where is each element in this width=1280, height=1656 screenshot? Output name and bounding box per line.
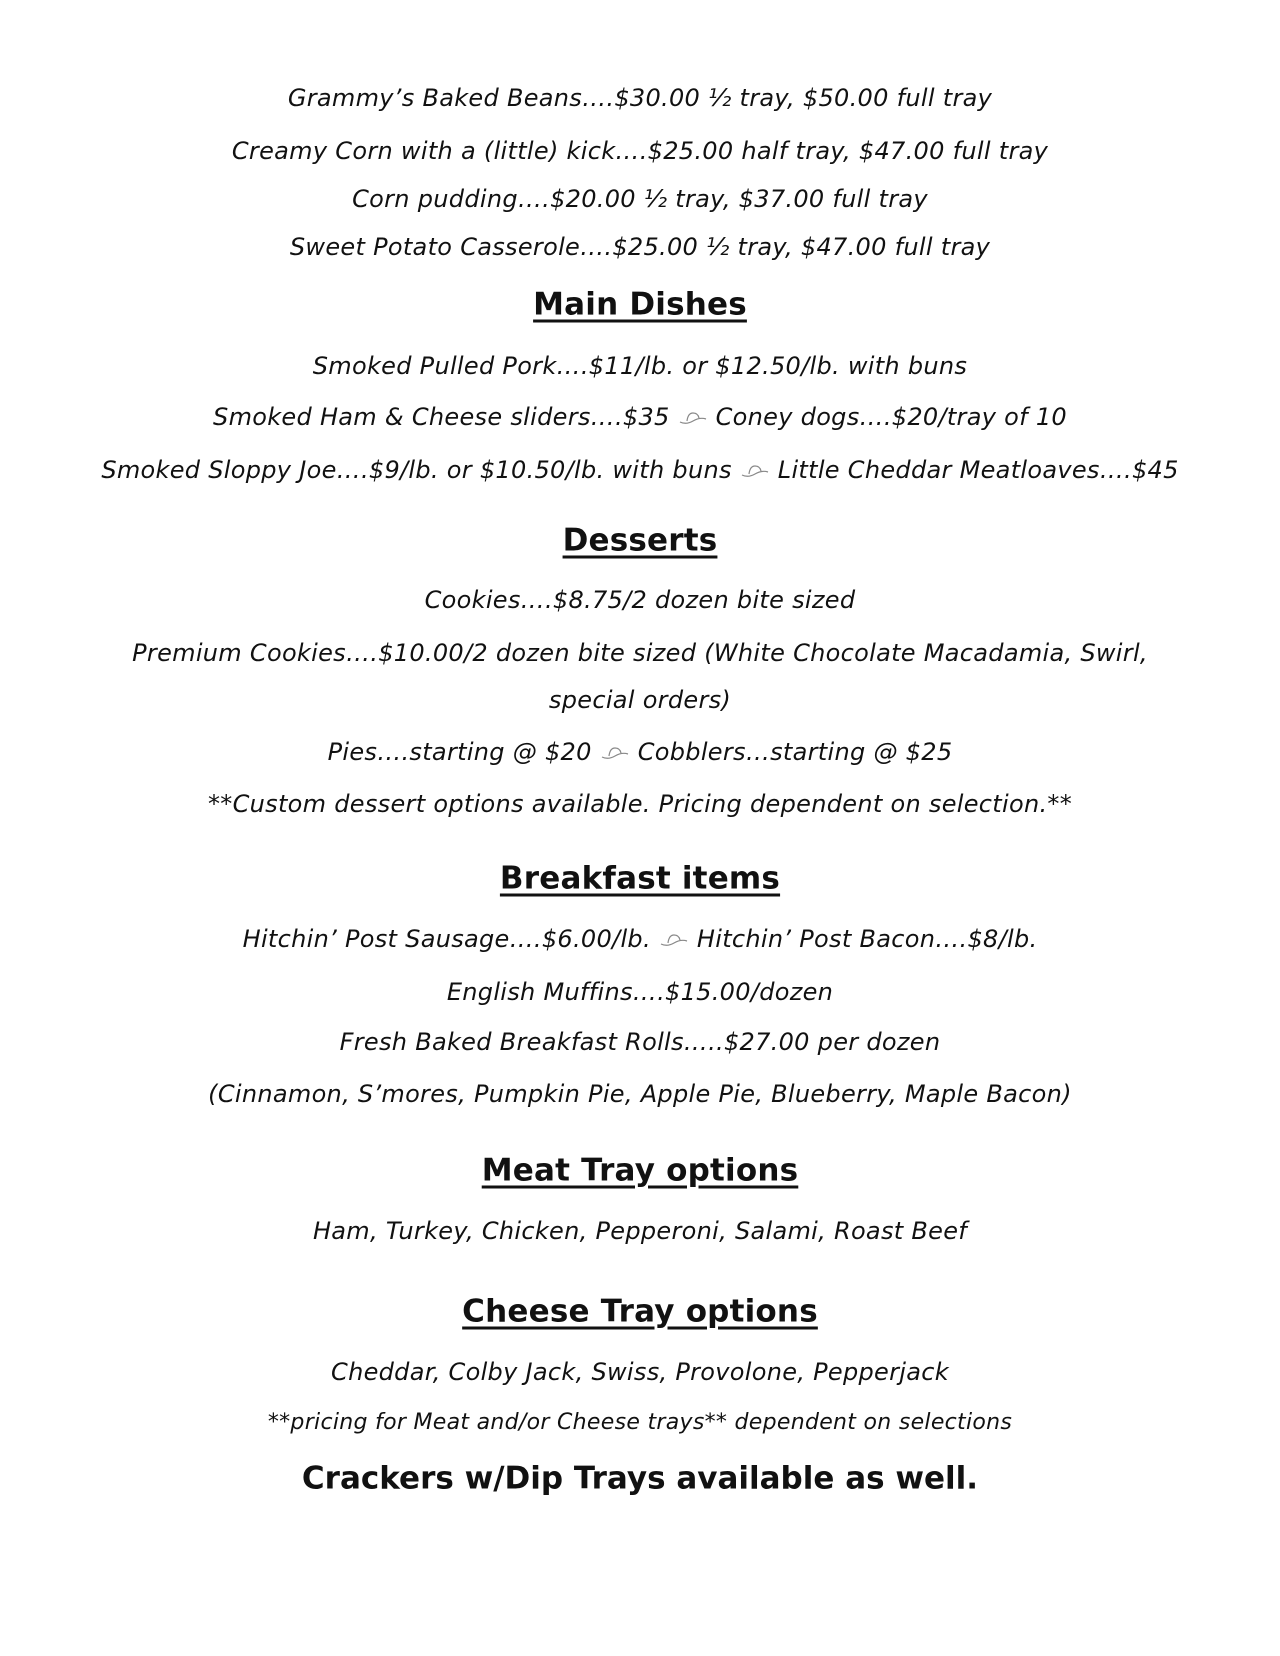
menu-item-cobblers: Cobblers…starting @ $25 bbox=[637, 738, 953, 766]
menu-item-bacon: Hitchin’ Post Bacon….$8/lb. bbox=[696, 925, 1038, 953]
breakfast-rolls-flavors: (Cinnamon, S’mores, Pumpkin Pie, Apple Pie, Blueberry, Maple Bacon) bbox=[208, 1080, 1072, 1108]
section-heading-breakfast: Breakfast items bbox=[499, 860, 781, 897]
cowboy-hat-icon bbox=[659, 931, 689, 949]
menu-item-coney-dogs: Coney dogs….$20/tray of 10 bbox=[715, 403, 1067, 431]
menu-item-baked-beans: Grammy’s Baked Beans….$30.00 ½ tray, $50.00 full tray bbox=[287, 84, 993, 112]
cowboy-hat-icon bbox=[600, 744, 630, 762]
menu-item-english-muffins: English Muffins….$15.00/dozen bbox=[446, 978, 834, 1006]
section-heading-desserts: Desserts bbox=[562, 522, 718, 559]
cowboy-hat-icon bbox=[678, 409, 708, 427]
menu-item-creamy-corn: Creamy Corn with a (little) kick….$25.00 half tray, $47.00 full tray bbox=[231, 137, 1049, 165]
menu-item-cheddar-meatloaves: Little Cheddar Meatloaves….$45 bbox=[777, 456, 1179, 484]
meat-tray-options: Ham, Turkey, Chicken, Pepperoni, Salami, Roast Beef bbox=[312, 1217, 968, 1245]
desserts-note: **Custom dessert options available. Pricing dependent on selection.** bbox=[208, 790, 1072, 818]
menu-item-premium-cookies-cont: special orders) bbox=[548, 686, 732, 714]
menu-item-premium-cookies: Premium Cookies….$10.00/2 dozen bite sized (White Chocolate Macadamia, Swirl, bbox=[132, 639, 1148, 667]
menu-item-pulled-pork: Smoked Pulled Pork….$11/lb. or $12.50/lb. with buns bbox=[312, 352, 968, 380]
crackers-dip-note: Crackers w/Dip Trays available as well. bbox=[301, 1460, 979, 1497]
cheese-tray-options: Cheddar, Colby Jack, Swiss, Provolone, Pepperjack bbox=[331, 1358, 949, 1386]
menu-item-pies: Pies….starting @ $20 bbox=[327, 738, 592, 766]
menu-item-sausage: Hitchin’ Post Sausage….$6.00/lb. bbox=[242, 925, 651, 953]
menu-line-sloppy-joe-meatloaves bbox=[0, 458, 1280, 482]
section-heading-cheese-tray: Cheese Tray options bbox=[462, 1293, 818, 1330]
menu-item-cookies: Cookies….$8.75/2 dozen bite sized bbox=[424, 586, 856, 614]
tray-pricing-note: **pricing for Meat and/or Cheese trays** dependent on selections bbox=[267, 1410, 1013, 1435]
menu-item-ham-cheese-sliders: Smoked Ham & Cheese sliders….$35 bbox=[213, 403, 670, 431]
cowboy-hat-icon bbox=[740, 462, 770, 480]
menu-item-corn-pudding: Corn pudding….$20.00 ½ tray, $37.00 full tray bbox=[352, 185, 928, 213]
menu-item-breakfast-rolls: Fresh Baked Breakfast Rolls…..$27.00 per dozen bbox=[339, 1028, 941, 1056]
menu-item-sloppy-joe: Smoked Sloppy Joe….$9/lb. or $10.50/lb. with buns bbox=[101, 456, 732, 484]
section-heading-meat-tray: Meat Tray options bbox=[481, 1152, 799, 1189]
menu-line-sliders-coney bbox=[0, 405, 1280, 429]
section-heading-main-dishes: Main Dishes bbox=[533, 286, 747, 323]
menu-line-sausage-bacon bbox=[0, 927, 1280, 951]
menu-line-pies-cobblers bbox=[0, 740, 1280, 764]
menu-item-sweet-potato-casserole: Sweet Potato Casserole….$25.00 ½ tray, $47.00 full tray bbox=[289, 233, 991, 261]
